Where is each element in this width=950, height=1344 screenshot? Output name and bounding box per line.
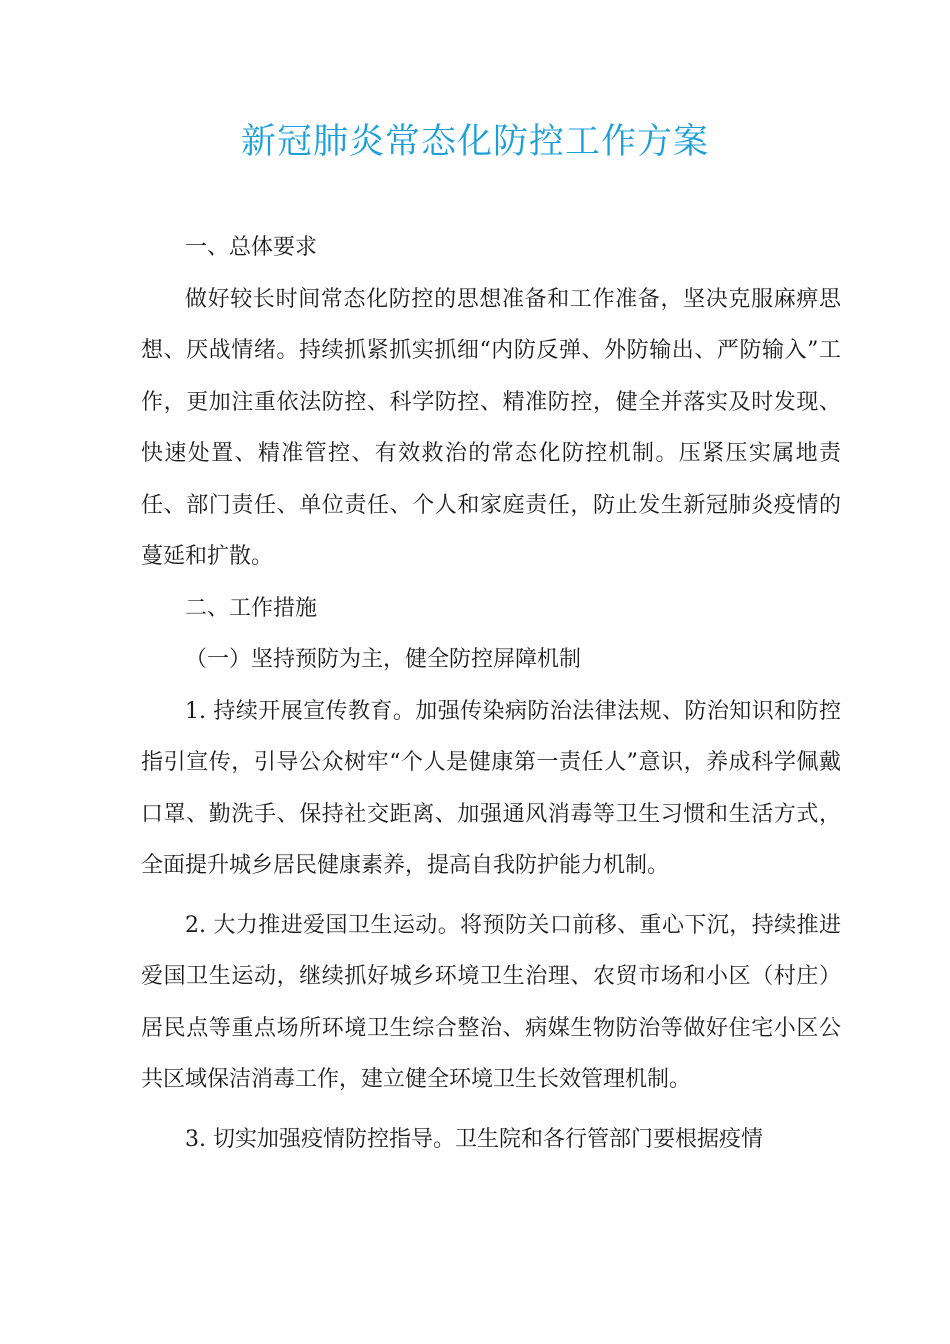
section-heading-work-measures: 二、工作措施 bbox=[185, 595, 318, 621]
paragraph-general-requirements: 做好较长时间常态化防控的思想准备和工作准备，坚决克服麻痹思想、厌战情绪。持续抓紧抓实抓细“内防反弹、外防输出、严防输入”工作，更加注重依法防控、科学防控、精准防控，健全并落实及时发现、快速处置、精准管控、有效救治的常态化防控机制。压紧压实属地责任、部门责任、单位责任、个人和家庭责任，防止发生新冠肺炎疫情的蔓延和扩散。 bbox=[141, 286, 841, 569]
section-heading-general-requirements: 一、总体要求 bbox=[185, 235, 318, 260]
subsection-heading-prevention: （一）坚持预防为主，健全防控屏障机制 bbox=[185, 647, 582, 672]
paragraph-item-1: 1. 持续开展宣传教育。加强传染病防治法律法规、防治知识和防控指引宣传，引导公众树牢“个人是健康第一责任人”意识，养成科学佩戴口罩、勤洗手、保持社交距离、加强通风消毒等卫生习惯和生活方式，全面提升城乡居民健康素养，提高自我防护能力机制。 bbox=[141, 698, 841, 878]
paragraph-item-3: 3. 切实加强疫情防控指导。卫生院和各行管部门要根据疫情 bbox=[185, 1126, 763, 1152]
paragraph-item-2: 2. 大力推进爱国卫生运动。将预防关口前移、重心下沉，持续推进爱国卫生运动，继续抓好城乡环境卫生治理、农贸市场和小区（村庄）居民点等重点场所环境卫生综合整治、病媒生物防治等做好住宅小区公共区域保洁消毒工作，建立健全环境卫生长效管理机制。 bbox=[141, 912, 841, 1092]
document-body bbox=[141, 222, 841, 1165]
document-title: 新冠肺炎常态化防控工作方案 bbox=[240, 122, 709, 162]
